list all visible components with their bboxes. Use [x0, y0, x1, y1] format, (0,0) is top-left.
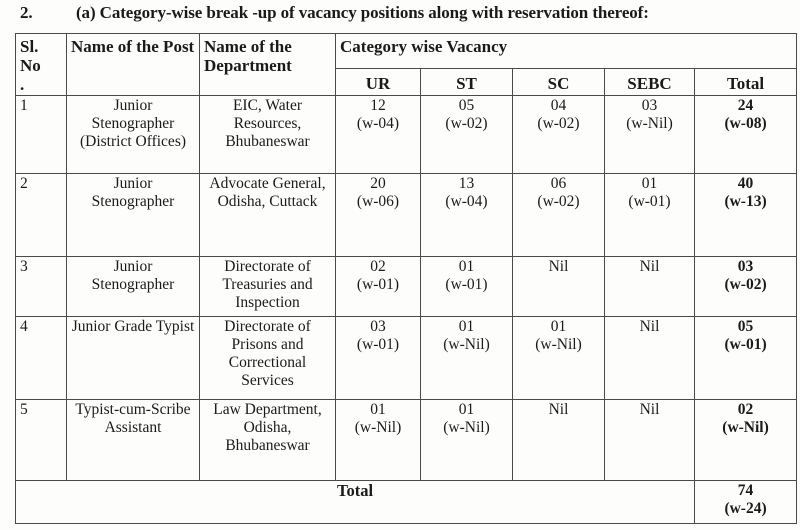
section-title: (a) Category-wise break -up of vacancy positions along with reservation thereof:	[76, 3, 649, 22]
cell-st: 01 (w-Nil)	[421, 400, 513, 481]
cell-ur: 03 (w-01)	[336, 317, 421, 400]
cell-st: 05 (w-02)	[421, 96, 513, 174]
cell-sc: Nil	[513, 257, 605, 317]
table-row	[16, 96, 797, 174]
cell-post: Junior Stenographer	[67, 174, 200, 257]
cell-sebc: 01 (w-01)	[605, 174, 695, 257]
header-sc: SC	[513, 69, 605, 96]
cell-sc: 06 (w-02)	[513, 174, 605, 257]
vacancy-table	[15, 33, 797, 524]
cell-total: 03 (w-02)	[695, 257, 797, 317]
cell-sebc: Nil	[605, 317, 695, 400]
cell-sl-no: 5	[16, 400, 67, 481]
table-row	[16, 400, 797, 481]
cell-sebc: 03 (w-Nil)	[605, 96, 695, 174]
cell-department: Advocate General, Odisha, Cuttack	[200, 174, 336, 257]
header-sl-no: Sl. No .	[16, 34, 67, 96]
cell-sc: 04 (w-02)	[513, 96, 605, 174]
cell-post: Junior Grade Typist	[67, 317, 200, 400]
cell-total: 40 (w-13)	[695, 174, 797, 257]
grand-total: 74 (w-24)	[695, 481, 797, 524]
cell-sebc: Nil	[605, 400, 695, 481]
cell-sc: 01 (w-Nil)	[513, 317, 605, 400]
table-row	[16, 317, 797, 400]
cell-post: Typist-cum-Scribe Assistant	[67, 400, 200, 481]
cell-ur: 20 (w-06)	[336, 174, 421, 257]
table-row	[16, 257, 797, 317]
section-heading	[20, 3, 649, 23]
cell-post: Junior Stenographer	[67, 257, 200, 317]
header-ur: UR	[336, 69, 421, 96]
cell-department: Directorate of Prisons and Correctional Services	[200, 317, 336, 400]
header-sebc: SEBC	[605, 69, 695, 96]
table-row	[16, 174, 797, 257]
cell-st: 01 (w-Nil)	[421, 317, 513, 400]
header-department-name: Name of the Department	[200, 34, 336, 96]
cell-st: 13 (w-04)	[421, 174, 513, 257]
cell-sl-no: 1	[16, 96, 67, 174]
cell-ur: 01 (w-Nil)	[336, 400, 421, 481]
cell-ur: 12 (w-04)	[336, 96, 421, 174]
cell-sl-no: 3	[16, 257, 67, 317]
cell-department: Law Department, Odisha, Bhubaneswar	[200, 400, 336, 481]
cell-ur: 02 (w-01)	[336, 257, 421, 317]
header-st: ST	[421, 69, 513, 96]
total-row	[16, 481, 797, 524]
cell-post: Junior Stenographer (District Offices)	[67, 96, 200, 174]
cell-sebc: Nil	[605, 257, 695, 317]
header-category-wise-vacancy: Category wise Vacancy	[336, 34, 797, 69]
cell-sl-no: 4	[16, 317, 67, 400]
cell-st: 01 (w-01)	[421, 257, 513, 317]
cell-total: 02 (w-Nil)	[695, 400, 797, 481]
header-post-name: Name of the Post	[67, 34, 200, 96]
cell-department: Directorate of Treasuries and Inspection	[200, 257, 336, 317]
section-number: 2.	[20, 3, 33, 22]
total-label: Total	[16, 481, 695, 524]
cell-sc: Nil	[513, 400, 605, 481]
header-row-1	[16, 34, 797, 69]
header-total: Total	[695, 69, 797, 96]
cell-department: EIC, Water Resources, Bhubaneswar	[200, 96, 336, 174]
cell-total: 24 (w-08)	[695, 96, 797, 174]
cell-total: 05 (w-01)	[695, 317, 797, 400]
cell-sl-no: 2	[16, 174, 67, 257]
